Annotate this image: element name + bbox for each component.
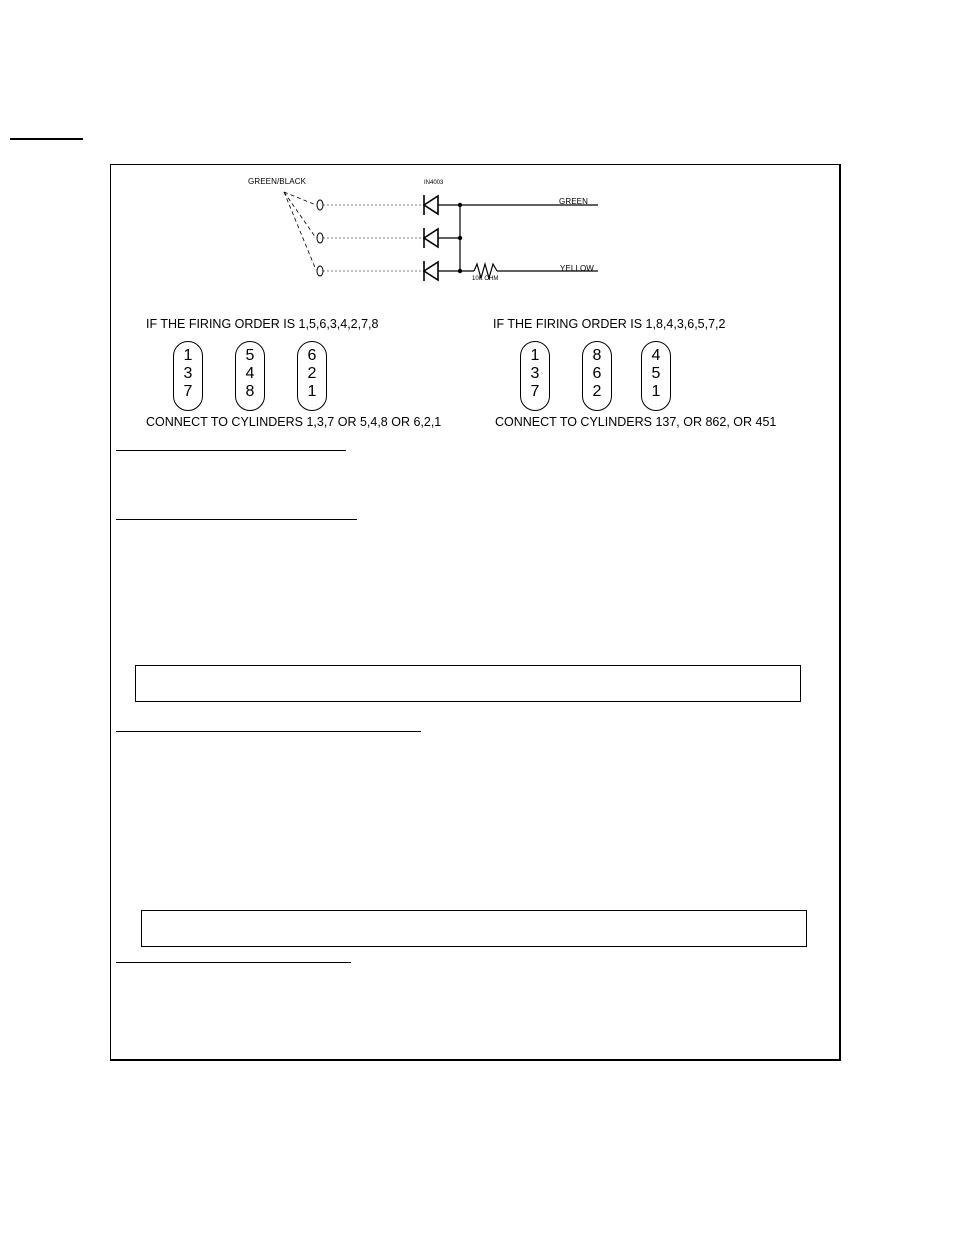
section-rule <box>116 962 351 963</box>
cylinder-number: 6 <box>592 365 602 382</box>
cylinder-number: 1 <box>651 383 661 400</box>
cylinder-number: 1 <box>307 383 317 400</box>
right-firing-order: IF THE FIRING ORDER IS 1,8,4,3,6,5,7,2 <box>493 317 726 331</box>
junction-dot <box>458 269 462 273</box>
wiring-schematic <box>0 0 954 320</box>
terminal-2 <box>317 233 323 243</box>
cylinder-number: 5 <box>245 347 255 364</box>
cylinder-number: 2 <box>307 365 317 382</box>
section-rule <box>116 519 357 520</box>
cylinder-group-3 <box>297 341 327 411</box>
note-box <box>135 665 801 702</box>
terminal-1 <box>317 200 323 210</box>
input-wire-label: GREEN/BLACK <box>248 177 307 186</box>
cylinder-number: 7 <box>530 383 540 400</box>
cylinder-number: 2 <box>592 383 602 400</box>
resistor-label: 10K OHM <box>472 276 499 282</box>
section-rule <box>116 450 346 451</box>
cylinder-group-1 <box>520 341 550 411</box>
cylinder-number: 3 <box>183 365 193 382</box>
cylinder-number: 4 <box>651 347 661 364</box>
left-firing-order: IF THE FIRING ORDER IS 1,5,6,3,4,2,7,8 <box>146 317 379 331</box>
cylinder-group-3 <box>641 341 671 411</box>
junction-dot <box>458 203 462 207</box>
right-connect-instruction: CONNECT TO CYLINDERS 137, OR 862, OR 451 <box>495 415 777 429</box>
cylinder-number: 7 <box>183 383 193 400</box>
green-output-label: GREEN <box>559 197 588 206</box>
cylinder-number: 1 <box>530 347 540 364</box>
cylinder-group-2 <box>582 341 612 411</box>
section-rule <box>116 731 421 732</box>
cylinder-number: 6 <box>307 347 317 364</box>
yellow-output-label: YELLOW <box>560 264 594 273</box>
terminal-3 <box>317 266 323 276</box>
cylinder-number: 8 <box>592 347 602 364</box>
cylinder-number: 8 <box>245 383 255 400</box>
cylinder-number: 1 <box>183 347 193 364</box>
junction-dot <box>458 236 462 240</box>
fanout-dashes <box>284 192 316 270</box>
cylinder-group-1 <box>173 341 203 411</box>
cylinder-number: 3 <box>530 365 540 382</box>
cylinder-group-2 <box>235 341 265 411</box>
cylinder-number: 4 <box>245 365 255 382</box>
diode-icon <box>424 195 438 281</box>
diode-label: IN4003 <box>424 180 444 186</box>
note-box <box>141 910 807 947</box>
left-connect-instruction: CONNECT TO CYLINDERS 1,3,7 OR 5,4,8 OR 6,2,1 <box>146 415 442 429</box>
cylinder-number: 5 <box>651 365 661 382</box>
